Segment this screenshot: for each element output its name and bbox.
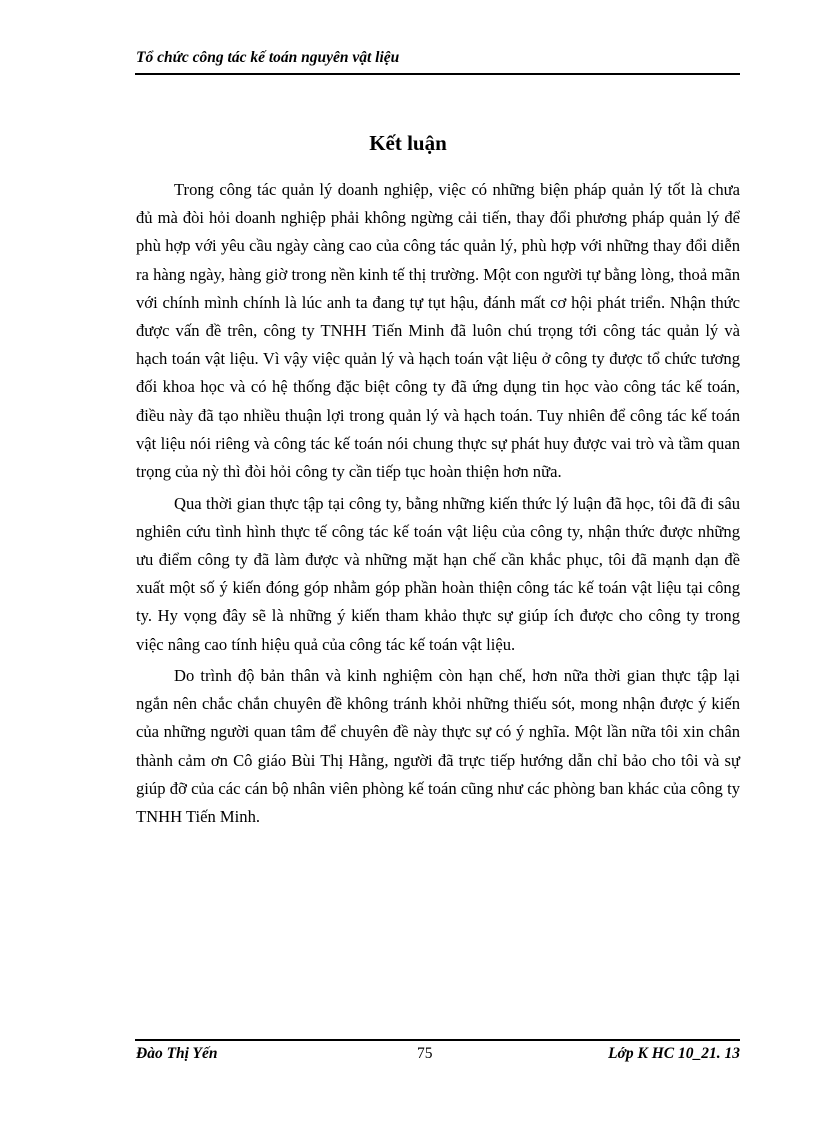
paragraph: Qua thời gian thực tập tại công ty, bằng những kiến thức lý luận đã học, tôi đã đi sâu nghiên cứu tình hình thực tế công tác kế toán vật liệu của công ty, nhận thức được những ưu điểm công ty đã làm được và những mặt hạn chế cần khắc phục, tôi đã mạnh dạn đề xuất một số ý kiến đóng góp nhằm góp phần hoàn thiện công tác kế toán vật liệu tại công ty. Hy vọng đây sẽ là những ý kiến tham khảo thực sự giúp ích được cho công ty trong việc nâng cao tính hiệu quả của công tác kế toán vật liệu. [136, 493, 740, 654]
paragraph: Do trình độ bản thân và kinh nghiệm còn hạn chế, hơn nữa thời gian thực tập lại ngắn nên chắc chắn chuyên đề không tránh khỏi những thiếu sót, mong nhận được ý kiến của những người quan tâm để chuyên đề này thực sự có ý nghĩa. Một lần nữa tôi xin chân thành cảm ơn Cô giáo Bùi Thị Hằng, người đã trực tiếp hướng dẫn chỉ bảo cho tôi và sự giúp đỡ của các cán bộ nhân viên phòng kế toán cũng như các phòng ban khác của công ty TNHH Tiến Minh. [136, 666, 740, 827]
body-text [136, 176, 740, 835]
paragraph: Trong công tác quản lý doanh nghiệp, việc có những biện pháp quản lý tốt là chưa đủ mà đòi hỏi doanh nghiệp phải không ngừng cải tiến, thay đổi phương pháp quản lý để phù hợp với yêu cầu ngày càng cao của công tác quản lý, phù hợp với những thay đổi diễn ra hàng ngày, hàng giờ trong nền kinh tế thị trường. Một con người tự bằng lòng, thoả mãn với chính mình chính là lúc anh ta đang tự tụt hậu, đánh mất cơ hội phát triển. Nhận thức được vấn đề trên, công ty TNHH Tiến Minh đã luôn chú trọng tới công tác quản lý và hạch toán vật liệu. Vì vậy việc quản lý và hạch toán vật liệu ở công ty được tổ chức tương đối khoa học và có hệ thống đặc biệt công ty đã ứng dụng tin học vào công tác kế toán, điều này đã tạo nhiều thuận lợi trong quản lý và hạch toán. Tuy nhiên để công tác kế toán vật liệu nói riêng và công tác kế toán nói chung thực sự phát huy được vai trò và tầm quan trọng của nỳ thì đòi hỏi công ty cần tiếp tục hoàn thiện hơn nữa. [136, 180, 740, 482]
page-header [135, 47, 740, 75]
header-title: Tổ chức công tác kế toán nguyên vật liệu [136, 49, 400, 66]
footer-class-code: Lớp K HC 10_21. 13 [608, 1045, 740, 1062]
page-title: Kết luận [369, 131, 447, 155]
page-number: 75 [417, 1045, 433, 1062]
footer-author: Đào Thị Yến [136, 1045, 218, 1062]
page-footer [135, 1039, 740, 1069]
